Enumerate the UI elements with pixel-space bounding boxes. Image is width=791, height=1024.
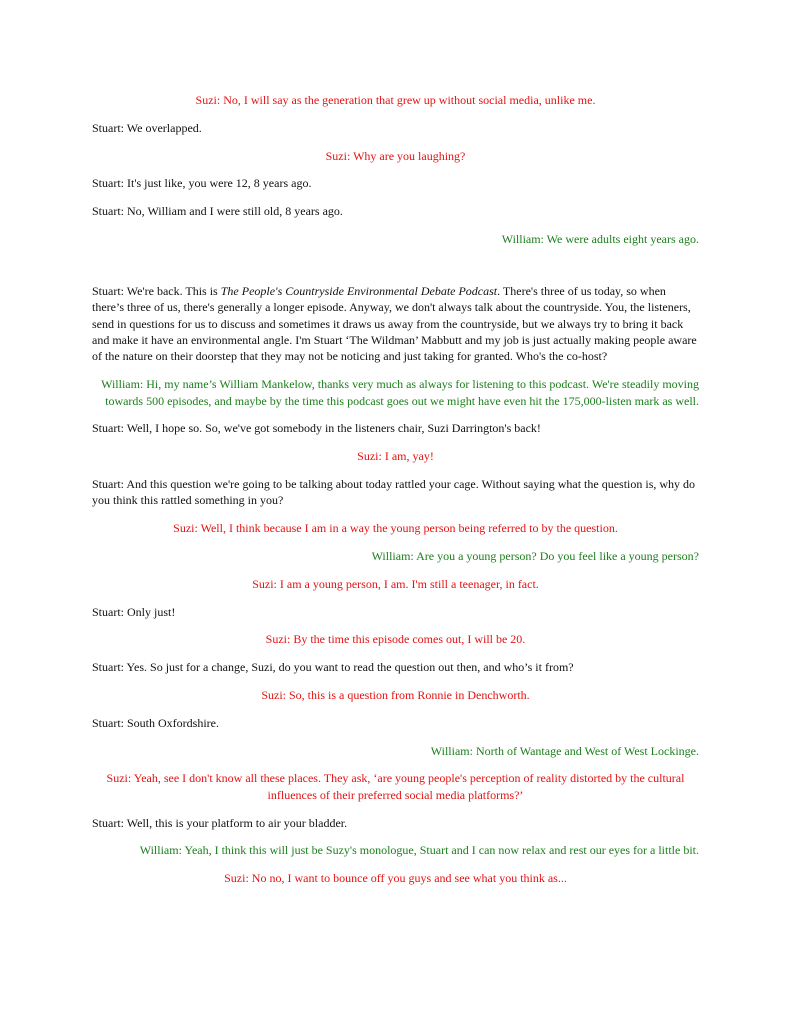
transcript-line-william: William: Yeah, I think this will just be Suzy's monologue, Stuart and I can now relax and rest our eyes for a little bit.: [139, 843, 699, 858]
transcript-line-stuart: Stuart: Yes. So just for a change, Suzi, do you want to read the question out then, and who’s it from?: [92, 660, 574, 675]
transcript-line-stuart: Stuart: Well, I hope so. So, we've got somebody in the listeners chair, Suzi Darrington's back!: [92, 421, 541, 436]
transcript-line-suzi: Suzi: Well, I think because I am in a way the young person being referred to by the question.: [173, 521, 618, 536]
transcript-line-william: William: Hi, my name’s William Mankelow, thanks very much as always for listening to this podcast. We're steadily moving towards 500 episodes, and maybe by the time this podcast goes out we might have even hit the 175,000-listen mark as well.: [101, 377, 699, 408]
intro-text-before: Stuart: We're back. This is: [92, 283, 221, 298]
transcript-line-william: William: We were adults eight years ago.: [501, 231, 699, 246]
intro-text-after: . There's three of us today, so when there’s three of us, there's generally a longer episode. Anyway, we don't always talk about the countryside. You, the listeners, send in questions for us to discuss and sometimes it draws us away from the countryside, but we always try to bring it back and make it have an environmental angle. I'm Stuart ‘The Wildman’ Mabbutt and my job is just actually making people aware of the nature on their doorstep that they may not be noticing and just taking for granted. Who's the co-host?: [92, 283, 697, 364]
transcript-line-stuart: Stuart: Only just!: [92, 604, 176, 619]
transcript-line-suzi: Suzi: By the time this episode comes out, I will be 20.: [265, 632, 526, 647]
transcript-line-suzi: Suzi: Yeah, see I don't know all these places. They ask, ‘are young people's perception of reality distorted by the cultural influences of their preferred social media platforms?’: [106, 771, 685, 802]
transcript-line-suzi: Suzi: So, this is a question from Ronnie in Denchworth.: [261, 687, 530, 702]
transcript-line-stuart: Stuart: Well, this is your platform to air your bladder.: [92, 815, 348, 830]
podcast-transcript: [92, 92, 699, 898]
transcript-line-william: William: North of Wantage and West of West Lockinge.: [430, 743, 699, 758]
transcript-line-suzi: Suzi: I am a young person, I am. I'm still a teenager, in fact.: [252, 576, 539, 591]
transcript-line-stuart: Stuart: No, William and I were still old, 8 years ago.: [92, 204, 343, 219]
podcast-title: The People's Countryside Environmental Debate Podcast: [220, 283, 498, 298]
transcript-line-stuart-intro: [92, 283, 699, 365]
transcript-line-stuart: Stuart: And this question we're going to be talking about today rattled your cage. Without saying what the question is, why do you think this rattled something in you?: [92, 477, 696, 508]
transcript-line-stuart: Stuart: We overlapped.: [92, 120, 202, 135]
transcript-line-stuart: Stuart: It's just like, you were 12, 8 years ago.: [92, 176, 312, 191]
transcript-line-suzi: Suzi: No, I will say as the generation that grew up without social media, unlike me.: [195, 93, 596, 107]
transcript-line-suzi: Suzi: No no, I want to bounce off you guys and see what you think as...: [224, 871, 567, 886]
transcript-line-suzi: Suzi: Why are you laughing?: [325, 148, 466, 163]
transcript-line-william: William: Are you a young person? Do you feel like a young person?: [371, 549, 699, 563]
transcript-line-stuart: Stuart: South Oxfordshire.: [92, 715, 219, 730]
section-gap: [92, 259, 699, 283]
transcript-line-suzi: Suzi: I am, yay!: [357, 449, 434, 464]
